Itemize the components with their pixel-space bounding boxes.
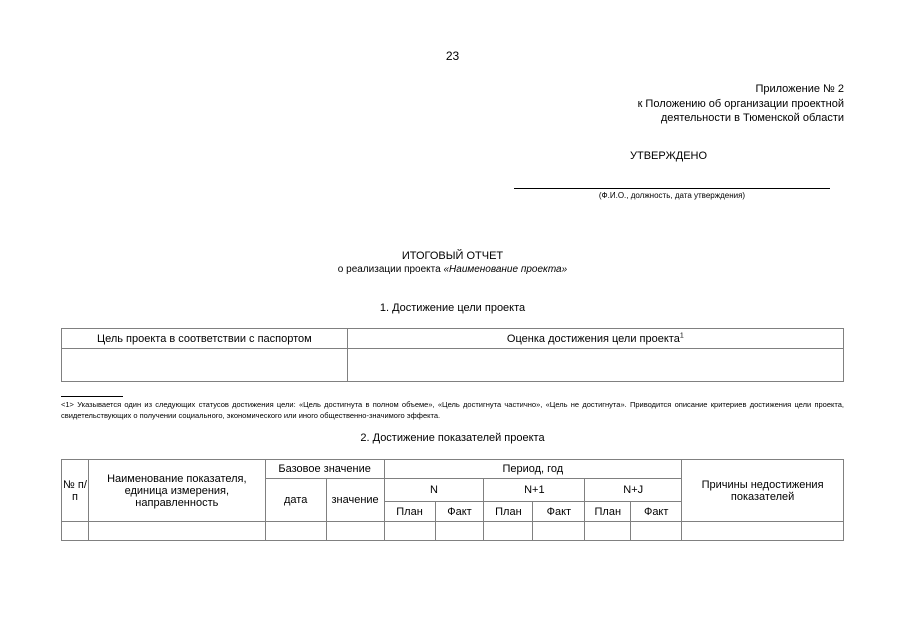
plan-header <box>384 502 435 522</box>
table-cell[interactable] <box>631 522 682 541</box>
subtitle-prefix: о реализации проекта <box>337 264 444 275</box>
table-cell[interactable] <box>435 522 484 541</box>
period-n-header <box>384 479 484 502</box>
period-n1-header <box>484 479 585 502</box>
signature-line <box>514 188 830 189</box>
table-cell[interactable] <box>484 522 533 541</box>
assessment-col-header <box>347 329 843 349</box>
table-cell[interactable] <box>88 522 265 541</box>
report-title: ИТОГОВЫЙ ОТЧЕТ <box>401 250 504 262</box>
table-cell[interactable] <box>265 522 326 541</box>
period-n-label: N <box>430 484 438 496</box>
report-subtitle <box>0 264 905 275</box>
base-header <box>265 460 384 479</box>
goal-col-header <box>62 329 348 349</box>
footnote-divider <box>61 396 123 397</box>
project-name-placeholder: «Наименование проекта» <box>443 264 568 275</box>
fact-header <box>533 502 585 522</box>
appendix-line-1: Приложение № 2 <box>755 83 844 95</box>
appendix-line-2: к Положению об организации проектной <box>637 97 844 110</box>
table-cell[interactable] <box>682 522 844 541</box>
reasons-label: Причины недостижения показателей <box>701 478 824 503</box>
no-header <box>62 460 89 522</box>
base-value-header <box>326 479 384 522</box>
indicator-label: Наименование показателя, единица измерения, направленность <box>107 472 247 509</box>
period-nj-label: N+J <box>623 484 644 496</box>
section-1-heading: 1. Достижение цели проекта <box>379 302 526 314</box>
no-label: № п/п <box>63 478 87 503</box>
base-value-label: значение <box>331 494 379 506</box>
assessment-cell[interactable] <box>347 349 843 382</box>
plan-header <box>585 502 631 522</box>
fact-header <box>435 502 484 522</box>
footnote-ref: 1 <box>679 331 684 339</box>
goal-table <box>61 328 844 382</box>
page-number: 23 <box>445 49 460 63</box>
plan-header <box>484 502 533 522</box>
base-label: Базовое значение <box>278 463 371 475</box>
fact-label: Факт <box>643 505 669 518</box>
period-header <box>384 460 682 479</box>
table-cell[interactable] <box>326 522 384 541</box>
section-2-heading: 2. Достижение показателей проекта <box>360 432 545 444</box>
footnote-text: <1> Указывается один из следующих статусов достижения цели: «Цель достигнута в полном объеме», «Цель достигнута частично», «Цель не достигнута». Приводится описание критериев достижения цели проекта, свидетельствующих о получении социального, экономического или иного общественно-значимого эффекта. <box>61 400 844 420</box>
signature-caption: (Ф.И.О., должность, дата утверждения) <box>598 191 746 200</box>
table-row <box>62 522 844 541</box>
indicator-header <box>88 460 265 522</box>
appendix-header <box>638 82 844 126</box>
plan-label: План <box>396 505 423 518</box>
indicators-table <box>61 459 844 541</box>
table-cell[interactable] <box>533 522 585 541</box>
appendix-line-3: деятельности в Тюменской области <box>660 112 844 124</box>
period-nj-header <box>585 479 682 502</box>
period-label: Период, год <box>502 463 564 475</box>
assessment-col-label: Оценка достижения цели проекта <box>506 332 680 345</box>
table-cell[interactable] <box>384 522 435 541</box>
reasons-header <box>682 460 844 522</box>
base-date-label: дата <box>283 494 308 506</box>
goal-col-label: Цель проекта в соответствии с паспортом <box>96 332 312 345</box>
base-date-header <box>265 479 326 522</box>
plan-label: План <box>495 505 522 518</box>
goal-cell[interactable] <box>62 349 348 382</box>
fact-header <box>631 502 682 522</box>
table-cell[interactable] <box>62 522 89 541</box>
fact-label: Факт <box>447 505 472 518</box>
table-cell[interactable] <box>585 522 631 541</box>
plan-label: План <box>594 505 622 518</box>
fact-label: Факт <box>546 505 572 518</box>
period-n1-label: N+1 <box>524 484 545 496</box>
approved-label: УТВЕРЖДЕНО <box>630 150 708 162</box>
